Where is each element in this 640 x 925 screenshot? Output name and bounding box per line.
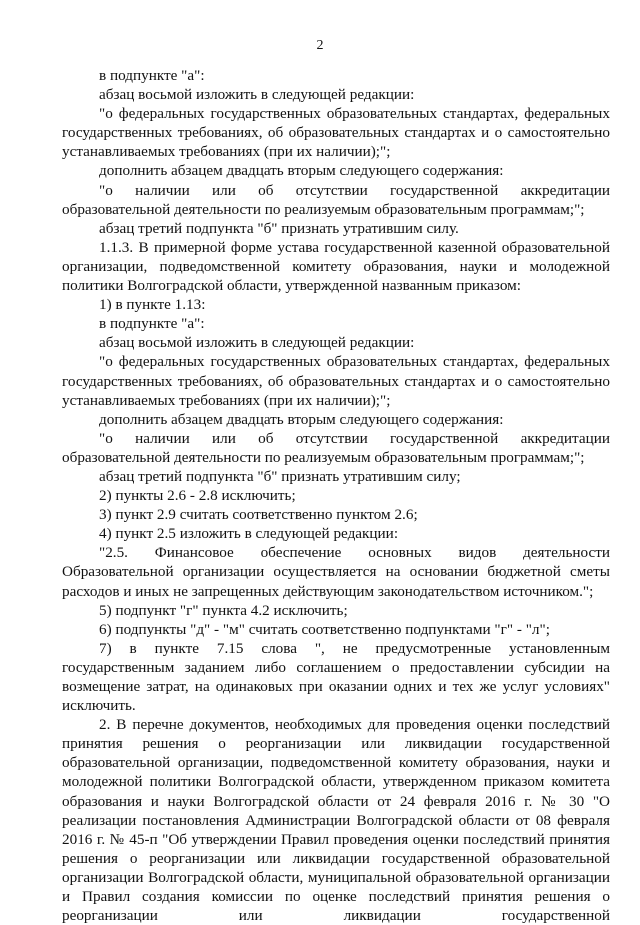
paragraph: "о федеральных государственных образовательных стандартах, федеральных государственных требованиях, об образовательных стандартах и о самостоятельно устанавливаемых требованиях (при их наличии);"; xyxy=(62,353,610,409)
paragraph: дополнить абзацем двадцать вторым следующего содержания: xyxy=(99,410,504,428)
paragraph: 4) пункт 2.5 изложить в следующей редакции: xyxy=(99,525,399,543)
paragraph: "2.5. Финансовое обеспечение основных видов деятельности Образовательной организации осуществляется на основании бюджетной сметы расходов и иных не запрещенных действующим законодательством источником."; xyxy=(62,544,610,600)
paragraph: абзац восьмой изложить в следующей редакции: xyxy=(99,334,415,352)
paragraph: 1.1.3. В примерной форме устава государственной казенной образовательной организации, подведомственной комитету образования, науки и молодежной политики Волгоградской области, утвержденной названным приказом: xyxy=(62,238,610,295)
page-number: 2 xyxy=(316,38,324,53)
paragraph: дополнить абзацем двадцать вторым следующего содержания: xyxy=(99,162,504,180)
paragraph: 1) в пункте 1.13: xyxy=(99,296,206,314)
paragraph: 6) подпункты "д" - "м" считать соответственно подпунктами "г" - "л"; xyxy=(99,620,550,638)
paragraph: "о федеральных государственных образовательных стандартах, федеральных государственных требованиях, об образовательных стандартах и о самостоятельно устанавливаемых требованиях (при их наличии);"; xyxy=(62,105,610,161)
document-body xyxy=(62,66,610,925)
paragraph: абзац восьмой изложить в следующей редакции: xyxy=(99,86,415,104)
paragraph: "о наличии или об отсутствии государственной аккредитации образовательной деятельности по реализуемым образовательным программам;"; xyxy=(62,181,610,218)
paragraph: 2. В перечне документов, необходимых для проведения оценки последствий принятия решения о реорганизации или ликвидации государственной образовательной организации, подведомственной комитету образования, науки и молодежной политики Волгоградской области, утвержденном приказом комитета образования и науки Волгоградской области от 24 февраля 2016 г. № 30 "О реализации постановления Администрации Волгоградской области от 08 февраля 2016 г. № 45-п "Об утверждении Правил проведения оценки последствий принятия решения о реорганизации или ликвидации государственной образовательной организации Волгоградской области, муниципальной образовательной организации и Правил создания комиссии по оценке последствий принятия решения о реорганизации или ликвидации государственной xyxy=(62,716,610,925)
paragraph: абзац третий подпункта "б" признать утратившим силу. xyxy=(99,219,459,237)
paragraph: 2) пункты 2.6 - 2.8 исключить; xyxy=(99,487,296,505)
paragraph: 5) подпункт "г" пункта 4.2 исключить; xyxy=(99,601,348,619)
paragraph: в подпункте "а": xyxy=(99,315,205,333)
paragraph: 7) в пункте 7.15 слова ", не предусмотренные установленным государственным заданием либо соглашением о предоставлении субсидии на возмещение затрат, на одинаковых при оказании одних и тех же услуг условиях" исключить. xyxy=(62,639,610,715)
paragraph: "о наличии или об отсутствии государственной аккредитации образовательной деятельности по реализуемым образовательным программам;"; xyxy=(62,429,610,466)
paragraph: 3) пункт 2.9 считать соответственно пунктом 2.6; xyxy=(99,506,418,524)
paragraph: абзац третий подпункта "б" признать утратившим силу; xyxy=(99,467,461,485)
paragraph: в подпункте "а": xyxy=(99,67,205,84)
